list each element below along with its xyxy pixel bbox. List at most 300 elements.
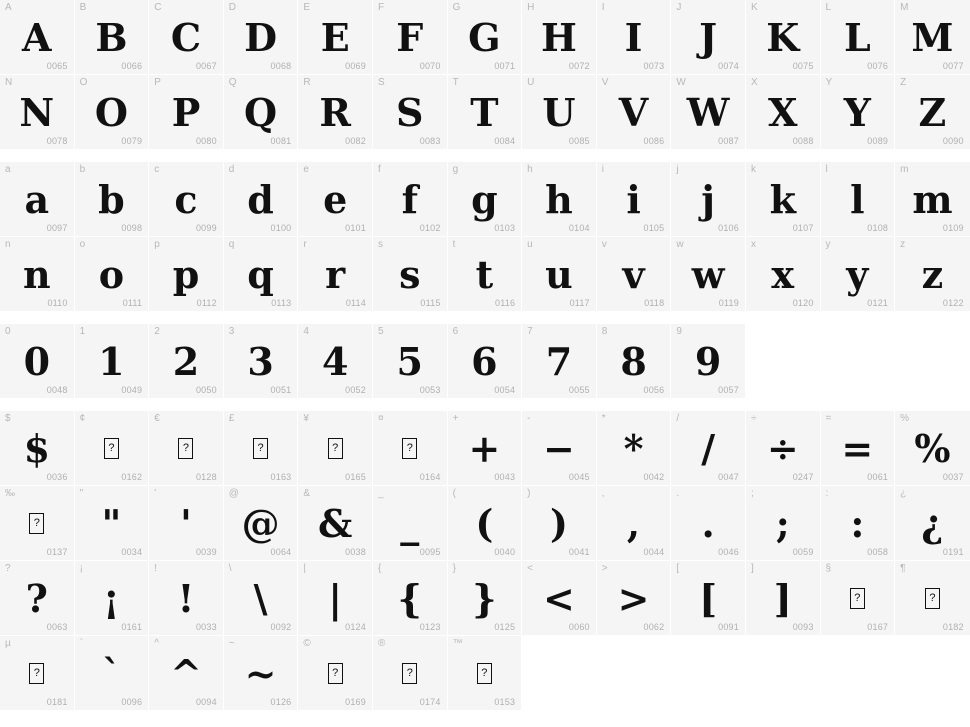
glyph-cell[interactable] (75, 162, 150, 237)
glyph-character-label: . (676, 488, 680, 499)
glyph-character-label: $ (5, 413, 11, 424)
glyph-preview: S (396, 89, 424, 135)
glyph-code-label: 0123 (419, 622, 441, 632)
glyph-cell[interactable] (75, 561, 150, 636)
glyph-code-label: 0070 (419, 61, 441, 71)
glyph-cell[interactable] (746, 486, 821, 561)
glyph-preview: ~ (244, 650, 277, 696)
glyph-row (0, 324, 970, 399)
glyph-cell[interactable] (671, 486, 746, 561)
glyph-preview (821, 571, 895, 626)
glyph-cell[interactable] (373, 411, 448, 486)
glyph-code-label: 0094 (195, 697, 217, 707)
glyph-preview: ( (475, 500, 494, 546)
glyph-cell[interactable] (671, 411, 746, 486)
glyph-code-label: 0120 (792, 298, 814, 308)
glyph-cell[interactable] (298, 324, 373, 399)
glyph-cell[interactable] (298, 75, 373, 150)
glyph-code-label: 0097 (46, 223, 68, 233)
glyph-preview: k (769, 176, 796, 222)
glyph-preview: o (98, 251, 125, 297)
glyph-code-label: 0084 (494, 136, 516, 146)
glyph-cell[interactable] (298, 411, 373, 486)
glyph-character-label: 2 (154, 326, 160, 337)
glyph-cell[interactable] (75, 237, 150, 312)
glyph-preview (298, 646, 372, 701)
glyph-character-label: , (601, 488, 605, 499)
glyph-preview: J (699, 14, 718, 60)
glyph-cell[interactable] (149, 324, 224, 399)
glyph-cell[interactable] (597, 324, 672, 399)
glyph-cell[interactable] (0, 411, 75, 486)
glyph-character-label: E (303, 2, 311, 13)
glyph-preview: } (472, 575, 497, 621)
glyph-preview (0, 646, 74, 701)
glyph-preview (0, 496, 74, 551)
glyph-code-label: 0064 (270, 547, 292, 557)
glyph-character-label: n (5, 239, 11, 250)
glyph-code-label: 0079 (121, 136, 143, 146)
glyph-code-label: 0164 (419, 472, 441, 482)
glyph-cell[interactable] (671, 0, 746, 75)
glyph-cell[interactable] (298, 636, 373, 711)
glyph-cell[interactable] (448, 75, 523, 150)
glyph-preview: g (471, 176, 498, 222)
glyph-cell[interactable] (597, 162, 672, 237)
glyph-cell[interactable] (224, 486, 299, 561)
glyph-character-label: ) (527, 488, 531, 499)
glyph-cell[interactable] (224, 237, 299, 312)
glyph-cell[interactable] (746, 411, 821, 486)
missing-glyph-icon (477, 663, 492, 684)
glyph-preview: w (691, 251, 725, 297)
glyph-character-label: L (825, 2, 832, 13)
glyph-code-label: 0062 (643, 622, 665, 632)
glyph-code-label: 0122 (942, 298, 964, 308)
glyph-preview: l (850, 176, 865, 222)
glyph-character-label: ¢ (79, 413, 86, 424)
glyph-code-label: 0052 (345, 385, 366, 395)
glyph-character-label: K (750, 2, 758, 13)
glyph-cell[interactable] (448, 561, 523, 636)
glyph-preview: R (319, 89, 351, 135)
glyph-code-label: 0045 (568, 472, 590, 482)
glyph-cell[interactable] (224, 636, 299, 711)
glyph-code-label: 0102 (419, 223, 441, 233)
glyph-cell[interactable] (373, 162, 448, 237)
glyph-cell[interactable] (671, 162, 746, 237)
glyph-cell[interactable] (448, 411, 523, 486)
glyph-code-label: 0104 (568, 223, 590, 233)
glyph-cell[interactable] (75, 0, 150, 75)
glyph-character-label: 5 (377, 326, 384, 337)
glyph-preview: f (401, 176, 418, 222)
glyph-cell[interactable] (522, 486, 597, 561)
glyph-cell[interactable] (522, 75, 597, 150)
glyph-cell[interactable] (149, 162, 224, 237)
glyph-preview: d (247, 176, 274, 222)
missing-glyph-icon (402, 438, 417, 459)
glyph-character-label: ^ (154, 638, 159, 649)
glyph-character-label: ® (377, 638, 386, 649)
glyph-cell[interactable] (224, 75, 299, 150)
glyph-cell[interactable] (149, 75, 224, 150)
glyph-code-label: 0106 (718, 223, 739, 233)
glyph-code-label: 0114 (345, 298, 366, 308)
glyph-code-label: 0071 (494, 61, 516, 71)
glyph-preview: Z (918, 89, 947, 135)
glyph-code-label: 0092 (270, 622, 292, 632)
glyph-cell[interactable] (597, 237, 672, 312)
glyph-character-label: R (303, 77, 311, 88)
glyph-cell[interactable] (448, 636, 523, 711)
glyph-character-label: 3 (228, 326, 235, 337)
glyph-character-label: H (527, 2, 535, 13)
glyph-code-label: 0100 (270, 223, 292, 233)
glyph-cell[interactable] (671, 237, 746, 312)
glyph-cell[interactable] (522, 561, 597, 636)
glyph-character-label: J (676, 2, 682, 13)
glyph-cell[interactable] (75, 486, 150, 561)
glyph-row (0, 237, 970, 312)
glyph-cell[interactable] (895, 75, 970, 150)
glyph-cell[interactable] (522, 0, 597, 75)
glyph-code-label: 0124 (345, 622, 366, 632)
glyph-character-label: £ (228, 413, 235, 424)
glyph-character-label: 0 (5, 326, 11, 337)
glyph-code-label: 0110 (47, 298, 68, 308)
glyph-code-label: 0117 (569, 298, 590, 308)
glyph-preview: & (318, 500, 353, 546)
glyph-cell[interactable] (895, 0, 970, 75)
glyph-preview: n (22, 251, 51, 297)
glyph-cell[interactable] (448, 324, 523, 399)
glyph-preview: u (545, 251, 573, 297)
glyph-preview: ; (775, 500, 790, 546)
glyph-preview: / (701, 425, 716, 471)
glyph-code-label: 0174 (419, 697, 441, 707)
glyph-cell[interactable] (821, 237, 896, 312)
glyph-preview: 0 (23, 338, 51, 384)
glyph-cell[interactable] (149, 486, 224, 561)
glyph-cell[interactable] (597, 411, 672, 486)
glyph-cell[interactable] (75, 324, 150, 399)
glyph-preview: D (244, 14, 278, 60)
glyph-cell[interactable] (746, 561, 821, 636)
glyph-character-label: b (79, 164, 86, 175)
glyph-character-label: o (79, 239, 86, 250)
glyph-row (0, 75, 970, 150)
glyph-cell[interactable] (298, 486, 373, 561)
glyph-code-label: 0167 (867, 622, 889, 632)
glyph-character-label: a (5, 164, 11, 175)
glyph-preview: j (701, 176, 716, 222)
glyph-code-label: 0083 (419, 136, 441, 146)
glyph-code-label: 0091 (718, 622, 739, 632)
glyph-cell[interactable] (746, 237, 821, 312)
glyph-code-label: 0054 (494, 385, 516, 395)
glyph-code-label: 0043 (494, 472, 516, 482)
glyph-code-label: 0088 (792, 136, 814, 146)
glyph-code-label: 0076 (867, 61, 889, 71)
glyph-code-label: 0041 (568, 547, 590, 557)
glyph-preview: < (543, 575, 575, 621)
glyph-cell[interactable] (448, 0, 523, 75)
glyph-character-label: I (601, 2, 605, 13)
glyph-character-label: ? (5, 563, 11, 574)
glyph-cell[interactable] (522, 324, 597, 399)
glyph-code-label: 0068 (270, 61, 292, 71)
glyph-cell[interactable] (298, 561, 373, 636)
glyph-character-label: ¤ (377, 413, 384, 424)
glyph-cell[interactable] (75, 636, 150, 711)
glyph-character-label: € (154, 413, 160, 424)
glyph-preview (373, 646, 447, 701)
glyph-cell-empty (522, 636, 597, 711)
glyph-cell[interactable] (373, 0, 448, 75)
glyph-code-label: 0078 (46, 136, 68, 146)
glyph-code-label: 0033 (195, 622, 217, 632)
glyph-code-label: 0055 (568, 385, 590, 395)
glyph-character-label: 7 (527, 326, 533, 337)
glyph-code-label: 0037 (942, 472, 964, 482)
glyph-character-label: - (527, 413, 531, 424)
glyph-code-label: 0063 (46, 622, 68, 632)
glyph-cell[interactable] (671, 324, 746, 399)
glyph-code-label: 0069 (345, 61, 366, 71)
glyph-character-label: C (154, 2, 162, 13)
glyph-cell[interactable] (373, 324, 448, 399)
glyph-cell[interactable] (522, 162, 597, 237)
glyph-cell[interactable] (149, 411, 224, 486)
glyph-preview: $ (23, 425, 51, 471)
glyph-code-label: 0059 (792, 547, 814, 557)
glyph-cell[interactable] (597, 486, 672, 561)
glyph-code-label: 0089 (867, 136, 889, 146)
glyph-preview: − (543, 425, 575, 471)
glyph-cell[interactable] (149, 237, 224, 312)
glyph-character-label: ( (452, 488, 456, 499)
glyph-code-label: 0057 (718, 385, 739, 395)
glyph-cell[interactable] (522, 411, 597, 486)
glyph-cell[interactable] (149, 636, 224, 711)
glyph-cell[interactable] (224, 561, 299, 636)
glyph-character-label: * (601, 413, 606, 424)
glyph-cell[interactable] (821, 561, 896, 636)
glyph-preview: G (468, 14, 501, 60)
glyph-character-label: © (303, 638, 311, 649)
glyph-code-label: 0073 (643, 61, 665, 71)
glyph-preview: 5 (396, 338, 423, 384)
glyph-preview (298, 421, 372, 476)
glyph-cell[interactable] (746, 162, 821, 237)
glyph-cell[interactable] (821, 486, 896, 561)
glyph-cell[interactable] (224, 411, 299, 486)
glyph-preview: L (843, 14, 871, 60)
glyph-cell[interactable] (373, 486, 448, 561)
glyph-code-label: 0075 (792, 61, 814, 71)
glyph-code-label: 0118 (644, 298, 665, 308)
glyph-preview: r (325, 251, 346, 297)
glyph-preview: 7 (545, 338, 573, 384)
glyph-preview: \ (253, 575, 268, 621)
glyph-code-label: 0096 (121, 697, 143, 707)
glyph-character-label: w (676, 239, 684, 250)
glyph-preview: v (622, 251, 645, 297)
glyph-character-label: c (154, 164, 160, 175)
glyph-cell[interactable] (522, 237, 597, 312)
glyph-cell[interactable] (373, 561, 448, 636)
glyph-cell[interactable] (298, 0, 373, 75)
glyph-preview: B (95, 14, 128, 60)
glyph-character-label: ¡ (79, 563, 83, 574)
glyph-character-label: @ (228, 488, 239, 499)
glyph-cell[interactable] (224, 324, 299, 399)
glyph-row (0, 561, 970, 636)
glyph-cell[interactable] (224, 0, 299, 75)
glyph-preview: F (396, 14, 424, 60)
glyph-cell[interactable] (149, 0, 224, 75)
glyph-character-label: Q (228, 77, 237, 88)
glyph-cell[interactable] (895, 411, 970, 486)
glyph-cell[interactable] (746, 0, 821, 75)
glyph-character-label: U (527, 77, 535, 88)
glyph-character-label: ! (154, 563, 157, 574)
glyph-cell-empty (895, 636, 970, 711)
glyph-cell[interactable] (373, 75, 448, 150)
glyph-cell[interactable] (895, 486, 970, 561)
glyph-row (0, 486, 970, 561)
glyph-preview: c (174, 176, 198, 222)
glyph-cell[interactable] (746, 75, 821, 150)
glyph-preview: ¿ (921, 500, 944, 546)
glyph-cell[interactable] (0, 324, 75, 399)
glyph-cell[interactable] (671, 75, 746, 150)
glyph-cell[interactable] (821, 75, 896, 150)
glyph-cell[interactable] (0, 237, 75, 312)
glyph-cell[interactable] (448, 486, 523, 561)
glyph-preview: [ (699, 575, 718, 621)
glyph-cell[interactable] (0, 561, 75, 636)
glyph-cell[interactable] (298, 162, 373, 237)
glyph-character-label: N (5, 77, 13, 88)
glyph-character-label: < (527, 563, 533, 574)
glyph-preview: h (545, 176, 573, 222)
glyph-cell-empty (821, 324, 896, 399)
glyph-cell[interactable] (597, 75, 672, 150)
glyph-cell[interactable] (821, 0, 896, 75)
glyph-preview: y (846, 251, 869, 297)
glyph-preview: O (94, 89, 128, 135)
glyph-character-label: 8 (601, 326, 608, 337)
glyph-code-label: 0077 (942, 61, 964, 71)
glyph-character-label: M (900, 2, 909, 13)
glyph-code-label: 0090 (942, 136, 964, 146)
glyph-code-label: 0119 (718, 298, 739, 308)
glyph-cell[interactable] (75, 411, 150, 486)
glyph-cell[interactable] (0, 636, 75, 711)
glyph-code-label: 0125 (494, 622, 516, 632)
glyph-code-label: 0087 (718, 136, 739, 146)
missing-glyph-icon (925, 588, 940, 609)
glyph-cell[interactable] (671, 561, 746, 636)
glyph-preview: = (841, 425, 874, 471)
glyph-character-label: + (452, 413, 459, 424)
glyph-block-symbols (0, 411, 970, 711)
glyph-code-label: 0112 (196, 298, 217, 308)
glyph-preview: ? (25, 575, 48, 621)
glyph-preview: b (98, 176, 125, 222)
glyph-cell[interactable] (373, 636, 448, 711)
glyph-character-label: [ (676, 563, 680, 574)
glyph-preview: Q (244, 89, 278, 135)
glyph-code-label: 0163 (270, 472, 292, 482)
glyph-preview: i (626, 176, 641, 222)
glyph-cell[interactable] (597, 0, 672, 75)
glyph-character-label: { (377, 563, 382, 574)
glyph-preview: V (618, 89, 649, 135)
glyph-cell[interactable] (0, 0, 75, 75)
glyph-cell[interactable] (821, 162, 896, 237)
glyph-cell[interactable] (149, 561, 224, 636)
glyph-cell[interactable] (895, 162, 970, 237)
glyph-preview: a (24, 176, 50, 222)
missing-glyph-icon (328, 663, 343, 684)
glyph-code-label: 0044 (643, 547, 665, 557)
glyph-cell[interactable] (895, 237, 970, 312)
glyph-code-label: 0109 (942, 223, 964, 233)
glyph-code-label: 0115 (420, 298, 441, 308)
glyph-row (0, 636, 970, 711)
glyph-character-label: } (452, 563, 456, 574)
glyph-cell[interactable] (373, 237, 448, 312)
glyph-character-label: t (452, 239, 456, 250)
glyph-preview: + (468, 425, 501, 471)
glyph-cell[interactable] (298, 237, 373, 312)
glyph-character-label: µ (5, 638, 11, 649)
glyph-character-label: i (601, 164, 604, 175)
missing-glyph-icon (178, 438, 193, 459)
glyph-preview: e (323, 176, 348, 222)
glyph-cell-empty (895, 324, 970, 399)
glyph-preview: z (921, 251, 944, 297)
glyph-cell[interactable] (448, 162, 523, 237)
glyph-preview: ! (177, 575, 195, 621)
glyph-row (0, 162, 970, 237)
glyph-character-label: y (825, 239, 831, 250)
glyph-preview: U (542, 89, 576, 135)
glyph-cell[interactable] (224, 162, 299, 237)
glyph-code-label: 0067 (195, 61, 217, 71)
glyph-preview: X (767, 89, 798, 135)
glyph-cell[interactable] (821, 411, 896, 486)
glyph-character-label: f (377, 164, 381, 175)
glyph-cell[interactable] (597, 561, 672, 636)
glyph-cell[interactable] (0, 486, 75, 561)
glyph-cell-empty (597, 636, 672, 711)
glyph-cell[interactable] (75, 75, 150, 150)
glyph-cell-empty (746, 324, 821, 399)
glyph-cell[interactable] (895, 561, 970, 636)
glyph-cell[interactable] (0, 75, 75, 150)
glyph-preview: T (470, 89, 499, 135)
glyph-cell[interactable] (0, 162, 75, 237)
glyph-character-label: T (452, 77, 459, 88)
glyph-code-label: 0048 (46, 385, 68, 395)
block-separator (0, 399, 970, 411)
glyph-preview: C (170, 14, 202, 60)
glyph-cell[interactable] (448, 237, 523, 312)
